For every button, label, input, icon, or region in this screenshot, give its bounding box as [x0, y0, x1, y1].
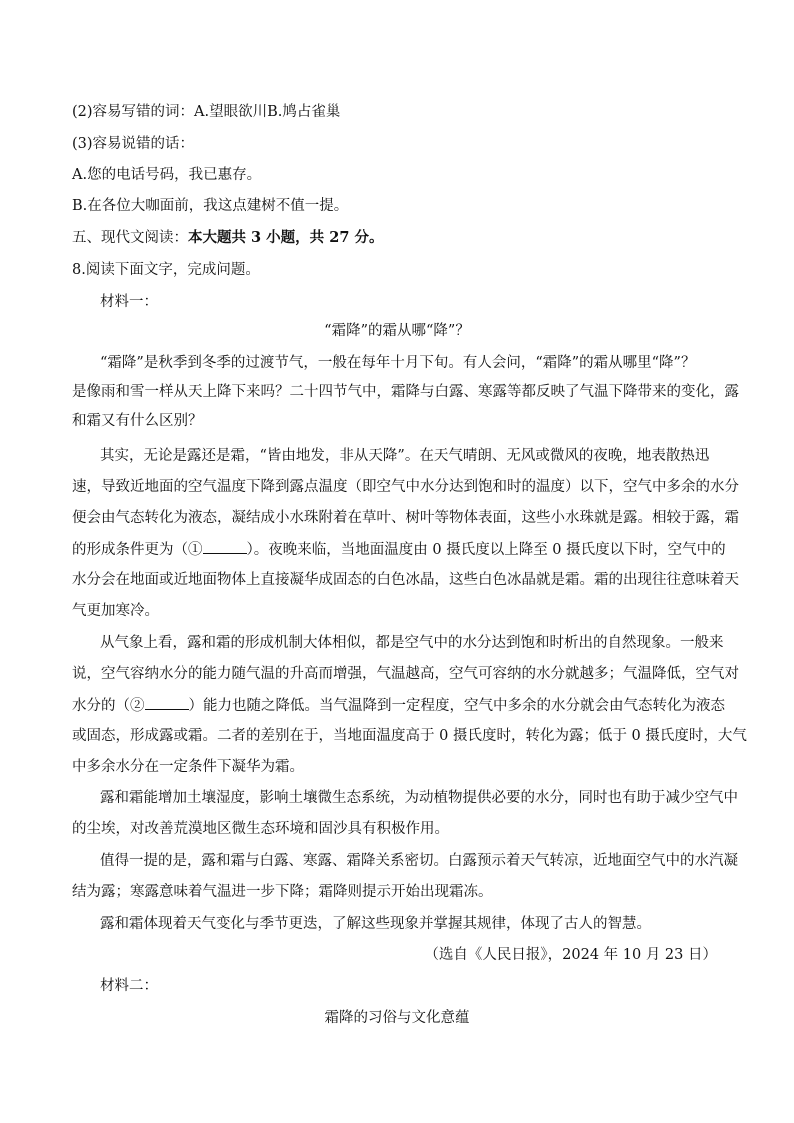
para-2-line-3: 便会由气态转化为液态，凝结成小水珠附着在草叶、树叶等物体表面，这些小水珠就是露。相较于露，霜 [72, 510, 739, 526]
para-1-line-1: “霜降”是秋季到冬季的过渡节气，一般在每年十月下旬。有人会问，“霜降”的霜从哪里“降”？ [100, 355, 696, 371]
para-1-line-2: 是像雨和雪一样从天上降下来吗？二十四节气中，霜降与白露、寒露等都反映了气温下降带来的变化，露 [72, 384, 739, 400]
section-five-detail: 本大题共 3 小题，共 27 分。 [188, 229, 384, 246]
para-2-line-5: 水分会在地面或近地面物体上直接凝华成固态的白色冰晶，这些白色冰晶就是霜。霜的出现往往意味着天 [72, 572, 739, 588]
question-8-prompt: 8.阅读下面文字，完成问题。 [72, 262, 260, 278]
para-3-line-2: 说，空气容纳水分的能力随气温的升高而增强，气温越高，空气可容纳的水分就越多；气温降低，空气对 [72, 666, 739, 682]
para-4-line-2: 的尘埃，对改善荒漠地区微生态环境和固沙具有积极作用。 [72, 821, 449, 837]
option-a: A.您的电话号码，我已惠存。 [72, 167, 262, 183]
material-2-title: 霜降的习俗与文化意蕴 [324, 1010, 470, 1026]
para-3-line-4: 或固态，形成露或霜。二者的差别在于，当地面温度高于 0 摄氏度时，转化为露；低于 0 摄氏度时，大气 [72, 728, 747, 744]
para-3-line-3-end: ）能力也随之降低。当气温降到一定程度，空气中多余的水分就会由气态转化为液态 [188, 698, 725, 714]
para-3-line-5: 中多余水分在一定条件下凝华为霜。 [72, 759, 304, 775]
para-2-line-6: 气更加寒冷。 [72, 603, 159, 619]
material-1-title: “霜降”的霜从哪“降”？ [324, 323, 470, 339]
material-2-label: 材料二： [100, 978, 158, 994]
para-2-line-4-start: 的形成条件更为（① [72, 542, 203, 558]
fill-blank-2 [145, 695, 189, 710]
material-1-label: 材料一： [100, 294, 158, 310]
para-3-line-3 [72, 695, 725, 716]
para-2-line-1: 其实，无论是露还是霜，“皆由地发，非从天降”。在天气晴朗、无风或微风的夜晚，地表散热迅 [100, 448, 710, 464]
option-b: B.在各位大咖面前，我这点建树不值一提。 [72, 198, 349, 214]
section-five-prefix: 五、现代文阅读： [72, 230, 188, 246]
para-4-line-1: 露和霜能增加土壤湿度，影响土壤微生态系统，为动植物提供必要的水分，同时也有助于减少空气中 [100, 790, 738, 806]
para-3-line-1: 从气象上看，露和霜的形成机制大体相似，都是空气中的水分达到饱和时析出的自然现象。一般来 [100, 635, 724, 651]
para-6: 露和霜体现着天气变化与季节更迭，了解这些现象并掌握其规律，体现了古人的智慧。 [100, 916, 651, 932]
para-3-line-3-start: 水分的（② [72, 698, 145, 714]
para-5-line-1: 值得一提的是，露和霜与白露、寒露、霜降关系密切。白露预示着天气转凉，近地面空气中的水汽凝 [100, 853, 738, 869]
para-2-line-4 [72, 539, 726, 560]
para-2-line-4-end: ）。夜晚来临，当地面温度由 0 摄氏度以上降至 0 摄氏度以下时，空气中的 [246, 542, 726, 558]
para-5-line-2: 结为露；寒露意味着气温进一步下降；霜降则提示开始出现霜冻。 [72, 884, 493, 900]
item-2-easy-miswritten-words: (2)容易写错的词：A.望眼欲川B.鸠占雀巢 [72, 104, 341, 120]
para-2-line-2: 速，导致近地面的空气温度下降到露点温度（即空气中水分达到饱和时的温度）以下，空气中多余的水分 [72, 479, 739, 495]
fill-blank-1 [203, 539, 247, 554]
para-1-line-3: 和霜又有什么区别？ [72, 413, 203, 429]
item-3-easy-misspoken-phrases: (3)容易说错的话： [72, 136, 195, 152]
section-five-heading [72, 228, 722, 248]
source-citation: （选自《人民日报》，2024 年 10 月 23 日） [424, 947, 717, 963]
